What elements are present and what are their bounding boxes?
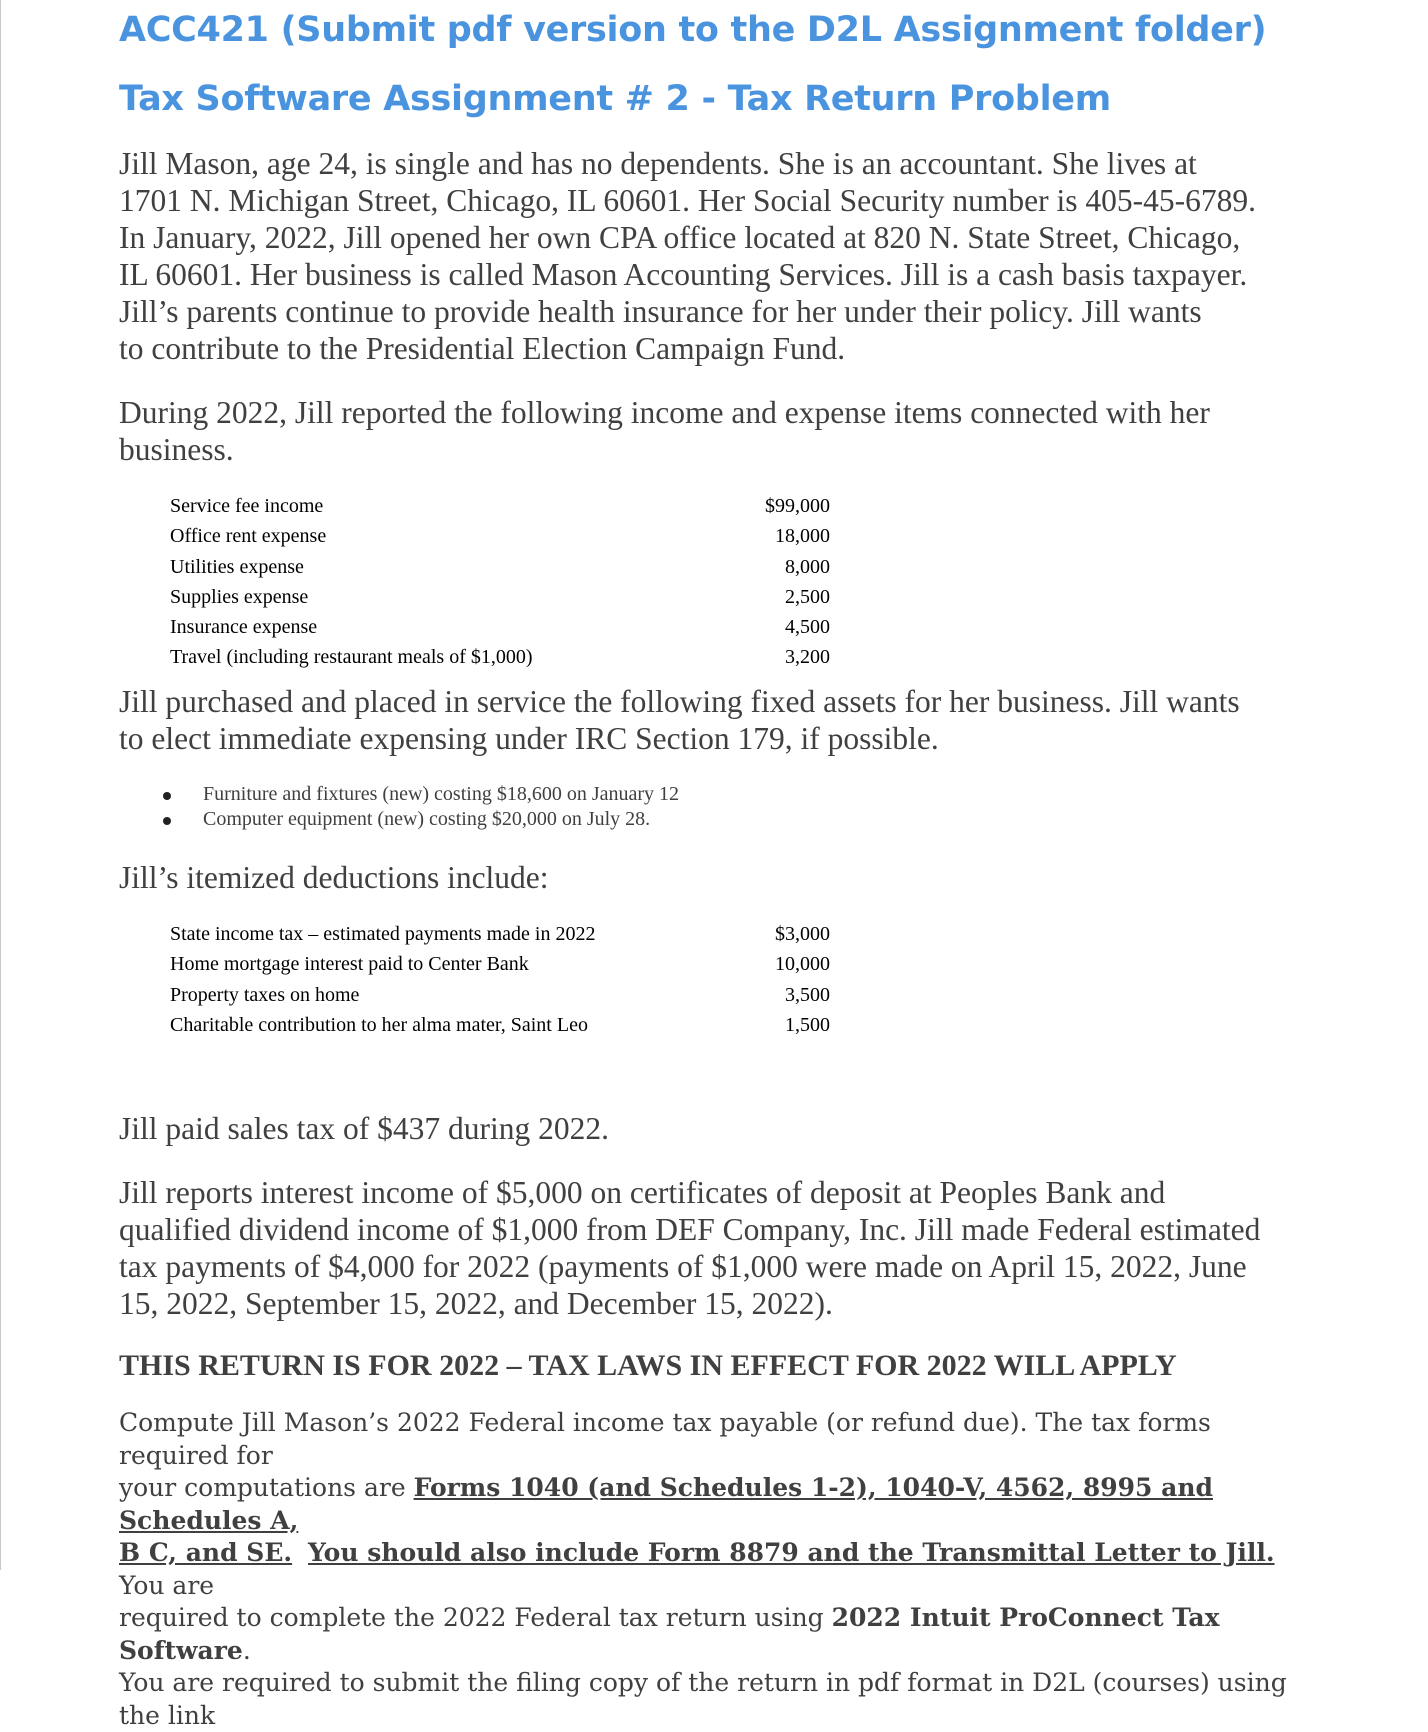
- deductions-intro: Jill’s itemized deductions include:: [119, 860, 549, 895]
- instructions-text: .: [242, 1635, 251, 1665]
- deduction-amount: 10,000: [775, 953, 830, 976]
- bullet-icon: [163, 792, 171, 800]
- table-row: [170, 616, 830, 646]
- table-row: [170, 984, 830, 1014]
- sales-tax-paragraph: Jill paid sales tax of $437 during 2022.: [119, 1111, 609, 1146]
- business-items-table: [170, 495, 830, 677]
- deduction-amount: 3,500: [785, 983, 830, 1006]
- intro-line: to contribute to the Presidential Election Campaign Fund.: [119, 331, 846, 366]
- intro-line: 1701 N. Michigan Street, Chicago, IL 60601. Her Social Security number is 405-45-6789.: [119, 183, 1256, 218]
- table-row: [170, 556, 830, 586]
- interest-line: 15, 2022, September 15, 2022, and December 15, 2022).: [119, 1286, 833, 1321]
- intro-line: Jill’s parents continue to provide health insurance for her under their policy. Jill wants: [119, 294, 1202, 329]
- intro-line: In January, 2022, Jill opened her own CPA office located at 820 N. State Street, Chicago,: [119, 220, 1241, 255]
- table-row: [170, 953, 830, 983]
- required-schedules-text: B C, and SE.: [119, 1538, 293, 1567]
- instructions-line: You are required to submit the filing copy of the return in pdf format in D2L (courses) using the link: [119, 1668, 1287, 1730]
- assets-intro-paragraph: [119, 683, 1314, 757]
- intro-paragraph: [119, 145, 1314, 367]
- deduction-amount: 1,500: [785, 1013, 830, 1036]
- assets-intro-line: to elect immediate expensing under IRC Section 179, if possible.: [119, 721, 939, 756]
- business-intro-paragraph: [119, 394, 1314, 468]
- asset-text: Computer equipment (new) costing $20,000 on July 28.: [203, 808, 651, 830]
- deduction-label: Property taxes on home: [170, 983, 360, 1006]
- item-label: Service fee income: [170, 495, 324, 517]
- item-amount: 18,000: [775, 525, 830, 548]
- item-label: Travel (including restaurant meals of $1,000): [170, 646, 533, 669]
- instructions-line: your computations are: [119, 1473, 414, 1502]
- assets-list: [163, 783, 679, 833]
- table-row: [170, 495, 830, 525]
- interest-line: Jill reports interest income of $5,000 on certificates of deposit at Peoples Bank and: [119, 1175, 1166, 1210]
- instructions-text: required to complete the 2022 Federal tax return using: [119, 1603, 832, 1632]
- table-row: [170, 586, 830, 616]
- assets-intro-line: Jill purchased and placed in service the following fixed assets for her business. Jill wants: [119, 684, 1240, 719]
- deduction-amount: $3,000: [775, 923, 830, 945]
- item-amount: $99,000: [765, 495, 830, 517]
- item-label: Utilities expense: [170, 555, 304, 578]
- list-item: [163, 783, 679, 808]
- list-item: [163, 808, 679, 833]
- business-intro-line: business.: [119, 432, 234, 467]
- form-8879-note: You should also include Form 8879 and the Transmittal Letter to Jill.: [307, 1538, 1275, 1567]
- bullet-icon: [163, 817, 171, 825]
- table-row: [170, 1014, 830, 1044]
- table-row: [170, 923, 830, 953]
- instructions-line: Compute Jill Mason’s 2022 Federal income tax payable (or refund due). The tax forms required for: [119, 1408, 1211, 1470]
- document-subtitle: Tax Software Assignment # 2 - Tax Return Problem: [119, 79, 1111, 119]
- deduction-label: Charitable contribution to her alma mater, Saint Leo: [170, 1013, 588, 1036]
- asset-text: Furniture and fixtures (new) costing $18,600 on January 12: [203, 783, 680, 805]
- item-amount: 3,200: [785, 646, 830, 669]
- intro-line: IL 60601. Her business is called Mason Accounting Services. Jill is a cash basis taxpayer.: [119, 257, 1248, 292]
- interest-line: qualified dividend income of $1,000 from DEF Company, Inc. Jill made Federal estimated: [119, 1212, 1261, 1247]
- table-row: [170, 525, 830, 555]
- document-title: ACC421 (Submit pdf version to the D2L Assignment folder): [119, 10, 1267, 50]
- business-intro-line: During 2022, Jill reported the following income and expense items connected with her: [119, 395, 1210, 430]
- item-amount: 8,000: [785, 555, 830, 578]
- required-forms-text: Forms 1040 (and Schedules 1-2), 1040-V, 4562, 8995 and Schedules A,: [119, 1473, 1213, 1535]
- interest-line: tax payments of $4,000 for 2022 (payments of $1,000 were made on April 15, 2022, June: [119, 1249, 1247, 1284]
- item-amount: 4,500: [785, 616, 830, 639]
- deduction-label: State income tax – estimated payments made in 2022: [170, 923, 596, 945]
- tax-year-notice: THIS RETURN IS FOR 2022 – TAX LAWS IN EFFECT FOR 2022 WILL APPLY: [119, 1349, 1177, 1382]
- item-amount: 2,500: [785, 585, 830, 608]
- page-left-border: [0, 0, 1, 1570]
- deductions-table: [170, 923, 830, 1044]
- item-label: Supplies expense: [170, 585, 309, 608]
- instructions-text: You are: [119, 1570, 215, 1600]
- item-label: Office rent expense: [170, 525, 327, 548]
- intro-line: Jill Mason, age 24, is single and has no dependents. She is an accountant. She lives at: [119, 146, 1197, 181]
- software-name: 2022 Intuit ProConnect Tax Software: [119, 1603, 1220, 1665]
- deduction-label: Home mortgage interest paid to Center Bank: [170, 953, 529, 976]
- item-label: Insurance expense: [170, 616, 318, 639]
- interest-paragraph: [119, 1174, 1314, 1322]
- table-row: [170, 646, 830, 676]
